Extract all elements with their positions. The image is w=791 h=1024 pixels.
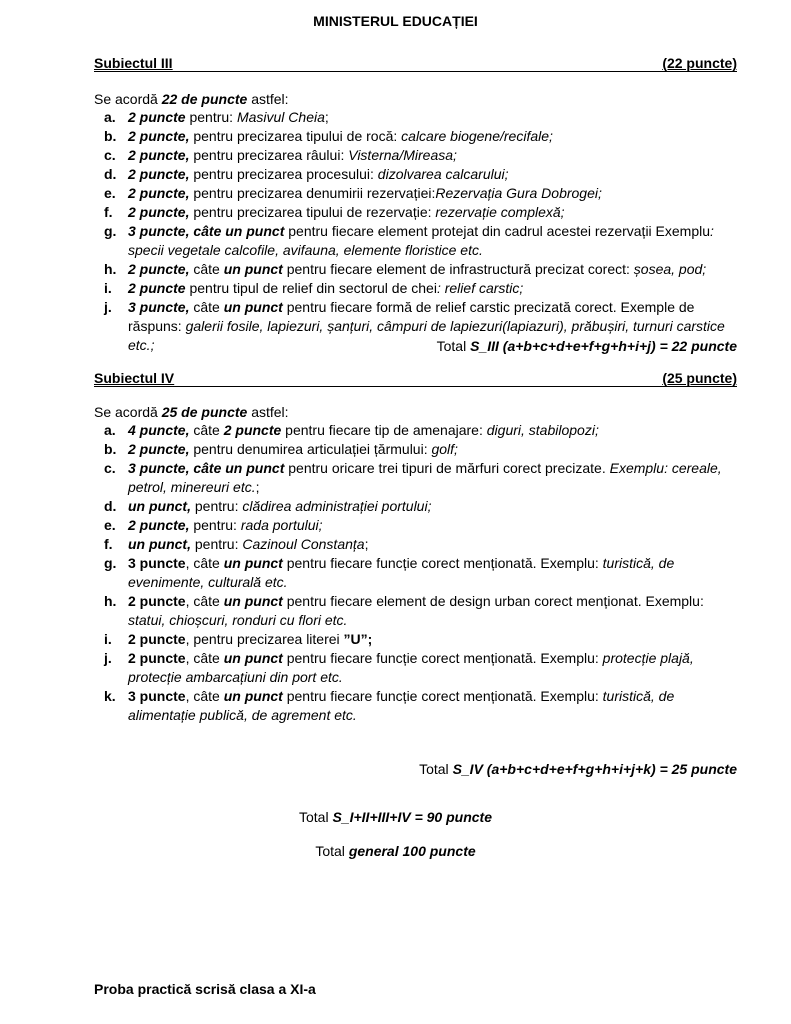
general-total xyxy=(0,842,791,861)
intro-text-end: astfel: xyxy=(247,91,289,107)
intro-points: 22 de puncte xyxy=(161,91,248,107)
total-value: S_IV (a+b+c+d+e+f+g+h+i+j+k) = 25 puncte xyxy=(452,761,737,777)
item-letter: b. xyxy=(104,441,117,457)
subject-3-heading xyxy=(94,55,737,72)
list-item-j: j. 2 puncte, câte un punct pentru fiecare funcție corect menționată. Exemplu: protecție plajă, protecție ambarcațiuni din port etc. xyxy=(104,650,694,685)
page-header-title: MINISTERUL EDUCAȚIEI xyxy=(313,13,478,29)
general-total-label: Total xyxy=(315,843,349,859)
intro-text: Se acordă xyxy=(94,91,162,107)
list-item-a: a. 4 puncte, câte 2 puncte pentru fiecare tip de amenajare: diguri, stabilopozi; xyxy=(104,422,599,438)
subject-3-points: (22 puncte) xyxy=(662,55,737,71)
item-letter: c. xyxy=(104,460,116,476)
subject-3-total xyxy=(437,337,737,356)
item-letter: i. xyxy=(104,631,112,647)
item-letter: e. xyxy=(104,517,116,533)
sum-total-label: Total xyxy=(299,809,333,825)
list-item-d: d. un punct, pentru: clădirea administrației portului; xyxy=(104,498,432,514)
intro-text-end: astfel: xyxy=(247,404,289,420)
subject-3-title: Subiectul III xyxy=(94,55,173,71)
list-item-f: f. 2 puncte, pentru precizarea tipului de rezervație: rezervație complexă; xyxy=(104,204,565,220)
list-item-g: g. 3 puncte, câte un punct pentru fiecare element protejat din cadrul acestei rezervații Exemplu: specii vegetale calcofile, avifauna, elemente floristice etc. xyxy=(104,223,714,258)
list-item-c: c. 3 puncte, câte un punct pentru oricare trei tipuri de mărfuri corect precizate. Exemplu: cereale, petrol, minereuri etc.; xyxy=(104,460,722,495)
list-item-a: a. 2 puncte pentru: Masivul Cheia; xyxy=(104,109,329,125)
list-item-d: d. 2 puncte, pentru precizarea procesului: dizolvarea calcarului; xyxy=(104,166,509,182)
item-letter: a. xyxy=(104,109,116,125)
list-item-c: c. 2 puncte, pentru precizarea râului: Visterna/Mireasa; xyxy=(104,147,457,163)
item-letter: i. xyxy=(104,280,112,296)
list-item-k: k. 3 puncte, câte un punct pentru fiecare funcție corect menționată. Exemplu: turistică, de alimentație publică, de agrement etc. xyxy=(104,688,675,723)
item-letter: e. xyxy=(104,185,116,201)
list-item-e: e. 2 puncte, pentru: rada portului; xyxy=(104,517,323,533)
item-letter: b. xyxy=(104,128,117,144)
total-value: S_III (a+b+c+d+e+f+g+h+i+j) = 22 puncte xyxy=(470,338,737,354)
item-letter: f. xyxy=(104,204,113,220)
subject-3-list xyxy=(94,108,744,355)
list-item-b: b. 2 puncte, pentru precizarea tipului de rocă: calcare biogene/recifale; xyxy=(104,128,553,144)
item-letter: j. xyxy=(104,650,112,666)
list-item-e: e. 2 puncte, pentru precizarea denumirii rezervației:Rezervația Gura Dobrogei; xyxy=(104,185,602,201)
item-letter: d. xyxy=(104,166,117,182)
item-letter: f. xyxy=(104,536,113,552)
subject-4-intro xyxy=(94,403,289,422)
subject-4-title: Subiectul IV xyxy=(94,370,175,386)
item-letter: g. xyxy=(104,223,117,239)
list-item-i: i. 2 puncte pentru tipul de relief din sectorul de chei: relief carstic; xyxy=(104,280,524,296)
subject-4-total xyxy=(419,760,737,779)
subject-4-heading xyxy=(94,370,737,387)
intro-text: Se acordă xyxy=(94,404,162,420)
item-letter: h. xyxy=(104,261,117,277)
item-letter: g. xyxy=(104,555,117,571)
list-item-h: h. 2 puncte, câte un punct pentru fiecare element de infrastructură precizat corect: șosea, pod; xyxy=(104,261,707,277)
sum-total-value: S_I+II+III+IV = 90 puncte xyxy=(332,809,492,825)
sum-total xyxy=(0,808,791,827)
item-letter: j. xyxy=(104,299,112,315)
item-letter: h. xyxy=(104,593,117,609)
intro-points: 25 de puncte xyxy=(161,404,248,420)
item-letter: c. xyxy=(104,147,116,163)
total-label: Total xyxy=(419,761,453,777)
subject-4-points: (25 puncte) xyxy=(662,370,737,386)
subject-3-intro xyxy=(94,90,289,109)
item-letter: a. xyxy=(104,422,116,438)
page-footer: Proba practică scrisă clasa a XI-a xyxy=(94,981,316,997)
list-item-f: f. un punct, pentru: Cazinoul Constanța; xyxy=(104,536,369,552)
list-item-i: i. 2 puncte, pentru precizarea literei ”U”; xyxy=(104,631,373,647)
general-total-value: general 100 puncte xyxy=(348,843,476,859)
list-item-g: g. 3 puncte, câte un punct pentru fiecare funcție corect menționată. Exemplu: turistică, de evenimente, culturală etc. xyxy=(104,555,675,590)
total-label: Total xyxy=(436,338,471,354)
list-item-h: h. 2 puncte, câte un punct pentru fiecare element de design urban corect menționat. Exemplu: statui, chioșcuri, ronduri cu flori etc. xyxy=(104,593,704,628)
item-letter: d. xyxy=(104,498,117,514)
item-letter: k. xyxy=(104,688,116,704)
list-item-j: j. 3 puncte, câte un punct pentru fiecare formă de relief carstic precizată corect. Exemple de răspuns: galerii fosile, lapiezuri, șanțuri, câmpuri de lapiezuri(lapiazuri), prăbușiri, turnuri carstice etc.; xyxy=(104,299,725,353)
subject-4-list xyxy=(94,421,744,725)
list-item-b: b. 2 puncte, pentru denumirea articulației țărmului: golf; xyxy=(104,441,458,457)
